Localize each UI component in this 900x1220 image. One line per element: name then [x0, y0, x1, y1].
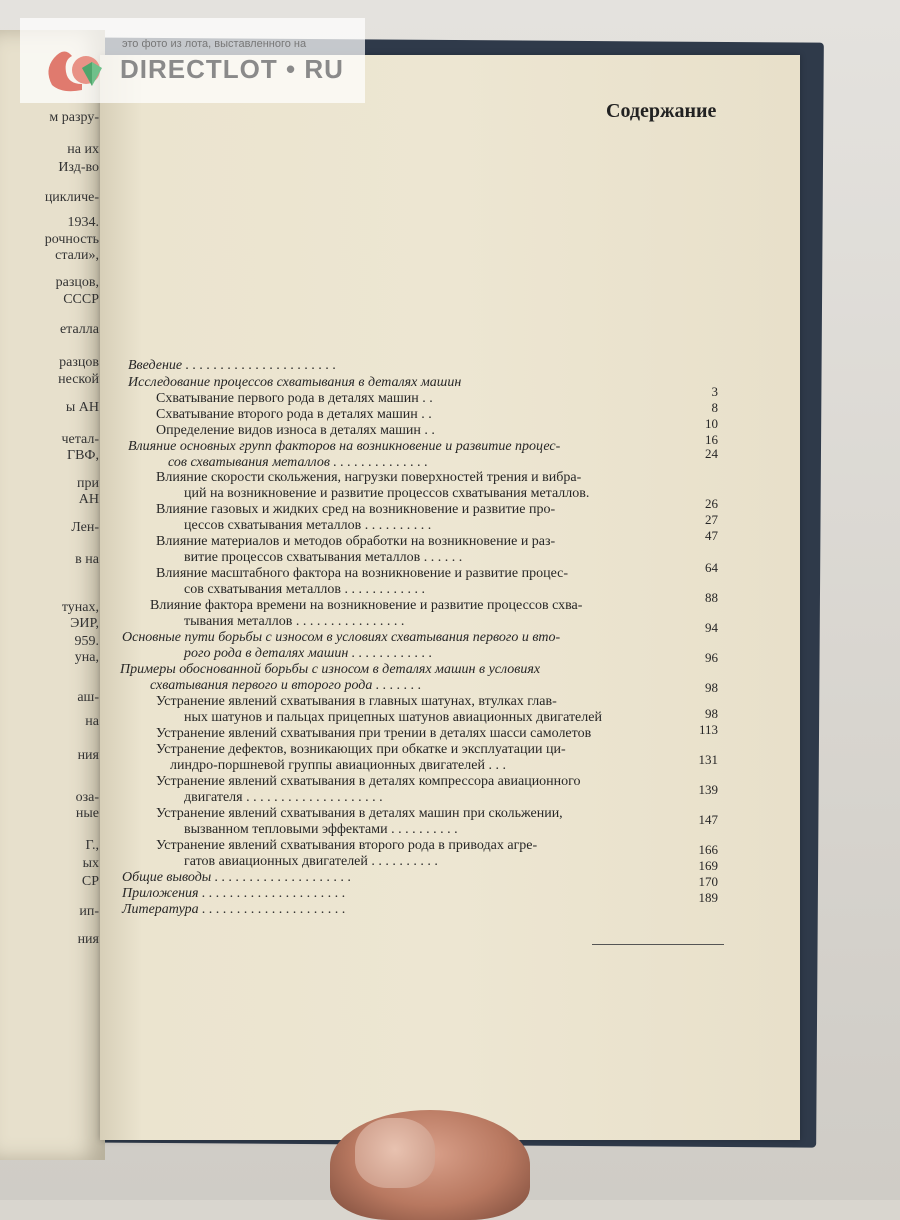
- toc-page-number: 8: [711, 400, 718, 415]
- left-page-fragment: СР: [81, 874, 99, 889]
- toc-entry: Литература . . . . . . . . . . . . . . . . . . . . .: [122, 902, 346, 917]
- left-page-fragment: ные: [75, 806, 99, 821]
- toc-page-number: 139: [698, 782, 718, 797]
- toc-page-number: 47: [705, 528, 718, 543]
- toc-page-number: 3: [711, 384, 718, 399]
- toc-page-number: 94: [705, 620, 718, 635]
- toc-page-number: 170: [698, 874, 718, 889]
- left-page-fragment: Лен-: [71, 520, 99, 535]
- toc-page-number: 98: [705, 706, 718, 721]
- toc-page-number: 131: [698, 752, 718, 767]
- toc-entry: Устранение явлений схватывания в деталях машин при скольжении,: [156, 806, 563, 821]
- toc-entry: тывания металлов . . . . . . . . . . . . . . . .: [184, 614, 405, 629]
- toc-entry: Устранение явлений схватывания при трении в деталях шасси самолетов: [156, 726, 592, 741]
- toc-entry: ных шатунов и пальцах прицепных шатунов авиационных двигателей: [184, 710, 602, 725]
- left-page-fragment: 959.: [74, 634, 99, 649]
- watermark-brand: DIRECTLOT • RU: [120, 54, 344, 84]
- toc-page-number: 64: [705, 560, 718, 575]
- left-page-fragment: четал-: [61, 432, 99, 447]
- toc-entry: Устранение дефектов, возникающих при обкатке и эксплуатации ци-: [156, 742, 566, 757]
- left-page-fragment: в на: [75, 552, 99, 567]
- toc-page-number: 27: [705, 512, 718, 527]
- toc-page-number: 16: [705, 432, 718, 447]
- left-page-fragment: Г.,: [85, 838, 99, 853]
- left-page-fragment: на: [85, 714, 99, 729]
- toc-entry: линдро-поршневой группы авиационных двигателей . . .: [170, 758, 506, 773]
- toc-entry: сов схватывания металлов . . . . . . . . . . . . . .: [168, 455, 428, 470]
- left-page-fragment: разцов,: [55, 275, 99, 290]
- left-page-fragment: ГВФ,: [67, 448, 99, 463]
- left-page-fragment: оза-: [75, 790, 99, 805]
- toc-page-number: 88: [705, 590, 718, 605]
- left-page-fragment: м разру-: [49, 110, 99, 125]
- toc-entry: гатов авиационных двигателей . . . . . . . . . .: [184, 854, 438, 869]
- toc-entry: цессов схватывания металлов . . . . . . . . . .: [184, 518, 432, 533]
- toc-entry: вызванном тепловыми эффектами . . . . . . . . . .: [184, 822, 458, 837]
- toc-entry: Введение . . . . . . . . . . . . . . . . . . . . . .: [128, 358, 337, 373]
- left-page-fragment: ния: [77, 748, 99, 763]
- left-page-fragment: ния: [77, 932, 99, 947]
- left-page-fragment: СССР: [63, 292, 99, 307]
- toc-page-number: 10: [705, 416, 718, 431]
- left-page-fragment: ип-: [79, 904, 99, 919]
- toc-page-number: 189: [698, 890, 718, 905]
- left-page-fragment: 1934.: [67, 215, 99, 230]
- toc-page-number: 98: [705, 680, 718, 695]
- left-page-fragment: Изд-во: [58, 160, 99, 175]
- toc-entry: Схватывание второго рода в деталях машин . .: [156, 407, 432, 422]
- left-page-fragment: уна,: [74, 650, 99, 665]
- left-page-fragment: ых: [82, 856, 99, 871]
- left-page-fragment: неской: [58, 372, 99, 387]
- left-page-fragment: рочность: [44, 232, 99, 247]
- toc-entry: рого рода в деталях машин . . . . . . . . . . . .: [184, 646, 433, 661]
- left-page-fragment: ы АН: [65, 400, 99, 415]
- left-page-fragment: цикличе-: [44, 190, 99, 205]
- left-page-fragment: на их: [67, 142, 99, 157]
- toc-page-number: 166: [698, 842, 718, 857]
- toc-page-number: 169: [698, 858, 718, 873]
- toc-page-number: 96: [705, 650, 718, 665]
- left-page-fragment: стали»,: [55, 248, 99, 263]
- toc-entry: Влияние скорости скольжения, нагрузки поверхностей трения и вибра-: [156, 470, 582, 485]
- watermark-caption: это фото из лота, выставленного на: [122, 38, 307, 50]
- left-page: [0, 30, 105, 1160]
- toc-entry: Исследование процессов схватывания в деталях машин: [128, 375, 462, 390]
- toc-page-number: 147: [698, 812, 718, 827]
- toc-entry: Основные пути борьбы с износом в условиях схватывания первого и вто-: [122, 630, 561, 645]
- toc-entry: Устранение явлений схватывания в главных шатунах, втулках глав-: [156, 694, 557, 709]
- toc-entry: схватывания первого и второго рода . . . . . . .: [150, 678, 422, 693]
- toc-entry: Схватывание первого рода в деталях машин . .: [156, 391, 433, 406]
- left-page-fragment: ЭИР,: [70, 616, 99, 631]
- thumbnail: [355, 1118, 435, 1188]
- left-page-fragment: еталла: [59, 322, 99, 337]
- left-page-fragment: тунах,: [61, 600, 99, 615]
- toc-page-number: 26: [705, 496, 718, 511]
- toc-entry: Общие выводы . . . . . . . . . . . . . . . . . . . .: [122, 870, 352, 885]
- toc-entry: ций на возникновение и развитие процессов схватывания металлов.: [184, 486, 590, 501]
- toc-entry: Влияние фактора времени на возникновение и развитие процессов схва-: [150, 598, 583, 613]
- toc-entry: Определение видов износа в деталях машин . .: [156, 423, 435, 438]
- toc-entry: Примеры обоснованной борьбы с износом в деталях машин в условиях: [120, 662, 541, 677]
- footer-rule: [592, 944, 724, 945]
- toc-page-number: 113: [698, 722, 718, 737]
- toc-entry: Устранение явлений схватывания в деталях компрессора авиационного: [156, 774, 581, 789]
- left-page-fragment: АН: [78, 492, 99, 507]
- toc-entry: Устранение явлений схватывания второго рода в приводах агре-: [156, 838, 538, 853]
- toc-page-number: 24: [705, 446, 718, 461]
- toc-entry: двигателя . . . . . . . . . . . . . . . . . . . .: [184, 790, 383, 805]
- left-page-fragment: аш-: [77, 690, 99, 705]
- toc-entry: сов схватывания металлов . . . . . . . . . . . .: [184, 582, 426, 597]
- left-page-fragment: разцов: [59, 355, 99, 370]
- toc-entry: витие процессов схватывания металлов . . . . . .: [184, 550, 463, 565]
- toc-entry: Влияние материалов и методов обработки на возникновение и раз-: [156, 534, 556, 549]
- contents-title: Содержание: [606, 100, 717, 122]
- squirrel-logo-icon: [42, 40, 112, 100]
- toc-entry: Влияние газовых и жидких сред на возникновение и развитие про-: [156, 502, 556, 517]
- left-page-fragment: при: [77, 476, 99, 491]
- toc-entry: Влияние основных групп факторов на возникновение и развитие процес-: [128, 439, 561, 454]
- toc-entry: Влияние масштабного фактора на возникновение и развитие процес-: [156, 566, 569, 581]
- toc-entry: Приложения . . . . . . . . . . . . . . . . . . . . .: [122, 886, 346, 901]
